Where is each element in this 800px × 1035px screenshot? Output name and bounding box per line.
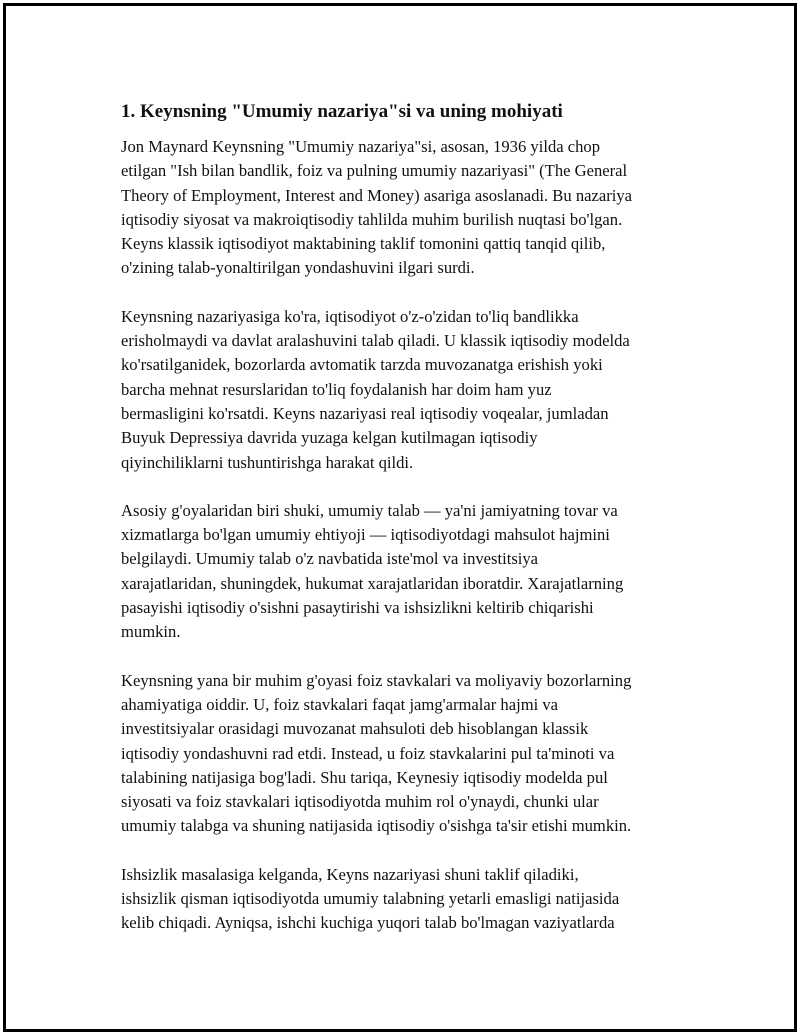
text-line: erisholmaydi va davlat aralashuvini talab qiladi. U klassik iqtisodiy modelda	[121, 331, 630, 351]
text-line: xarajatlaridan, shuningdek, hukumat xarajatlaridan iboratdir. Xarajatlarning	[121, 573, 624, 593]
text-line: Keynsning yana bir muhim g'oyasi foiz stavkalari va moliyaviy bozorlarning	[121, 670, 632, 690]
page-frame	[3, 3, 797, 1032]
paragraph	[121, 305, 701, 475]
document-body	[121, 99, 701, 960]
paragraphs-container	[121, 135, 701, 936]
text-line: Jon Maynard Keynsning "Umumiy nazariya"si, asosan, 1936 yilda chop	[121, 137, 601, 156]
text-line: pasayishi iqtisodiy o'sishni pasaytirishi va ishsizlikni keltirib chiqarishi	[121, 598, 594, 618]
text-line: ahamiyatiga oiddir. U, foiz stavkalari faqat jamg'armalar hajmi va	[121, 694, 559, 714]
text-line: barcha mehnat resurslaridan to'liq foydalanish har doim ham yuz	[121, 379, 552, 399]
text-line: etilgan "Ish bilan bandlik, foiz va pulning umumiy nazariyasi" (The General	[121, 161, 628, 181]
text-line: Keyns klassik iqtisodiyot maktabining taklif tomonini qattiq tanqid qilib,	[121, 234, 606, 254]
text-line: iqtisodiy siyosat va makroiqtisodiy tahlilda muhim burilish nuqtasi bo'lgan.	[121, 209, 623, 229]
section-heading: 1. Keynsning "Umumiy nazariya"si va uning mohiyati	[121, 101, 563, 122]
text-line: ko'rsatilganidek, bozorlarda avtomatik tarzda muvozanatga erishish yoki	[121, 355, 603, 375]
text-line: qiyinchiliklarni tushuntirishga harakat qildi.	[121, 452, 414, 472]
text-line: xizmatlarga bo'lgan umumiy ehtiyoji — iqtisodiyotdagi mahsulot hajmini	[121, 525, 610, 545]
paragraph	[121, 499, 701, 645]
text-line: talabining natijasiga bog'ladi. Shu tariqa, Keynesiy iqtisodiy modelda pul	[121, 767, 608, 787]
text-line: Ishsizlik masalasiga kelganda, Keyns nazariyasi shuni taklif qiladiki,	[121, 864, 579, 884]
text-line: belgilaydi. Umumiy talab o'z navbatida iste'mol va investitsiya	[121, 549, 539, 569]
text-line: mumkin.	[121, 622, 181, 642]
text-line: o'zining talab-yonaltirilgan yondashuvini ilgari surdi.	[121, 258, 475, 278]
paragraph	[121, 863, 701, 936]
text-line: ishsizlik qisman iqtisodiyotda umumiy talabning yetarli emasligi natijasida	[121, 889, 620, 909]
text-line: Buyuk Depressiya davrida yuzaga kelgan kutilmagan iqtisodiy	[121, 428, 538, 448]
text-line: bermasligini ko'rsatdi. Keyns nazariyasi real iqtisodiy voqealar, jumladan	[121, 403, 609, 423]
text-line: siyosati va foiz stavkalari iqtisodiyotda muhim rol o'ynaydi, chunki ular	[121, 792, 599, 812]
paragraph	[121, 135, 701, 281]
text-line: investitsiyalar orasidagi muvozanat mahsuloti deb hisoblangan klassik	[121, 719, 589, 739]
text-line: kelib chiqadi. Ayniqsa, ishchi kuchiga yuqori talab bo'lmagan vaziyatlarda	[121, 913, 615, 933]
text-line: umumiy talabga va shuning natijasida iqtisodiy o'sishga ta'sir etishi mumkin.	[121, 816, 632, 836]
text-line: Theory of Employment, Interest and Money) asariga asoslanadi. Bu nazariya	[121, 185, 633, 205]
text-line: Asosiy g'oyalaridan biri shuki, umumiy talab — ya'ni jamiyatning tovar va	[121, 500, 618, 520]
text-line: iqtisodiy yondashuvni rad etdi. Instead, u foiz stavkalarini pul ta'minoti va	[121, 743, 615, 763]
paragraph	[121, 669, 701, 839]
text-line: Keynsning nazariyasiga ko'ra, iqtisodiyot o'z-o'zidan to'liq bandlikka	[121, 306, 579, 326]
